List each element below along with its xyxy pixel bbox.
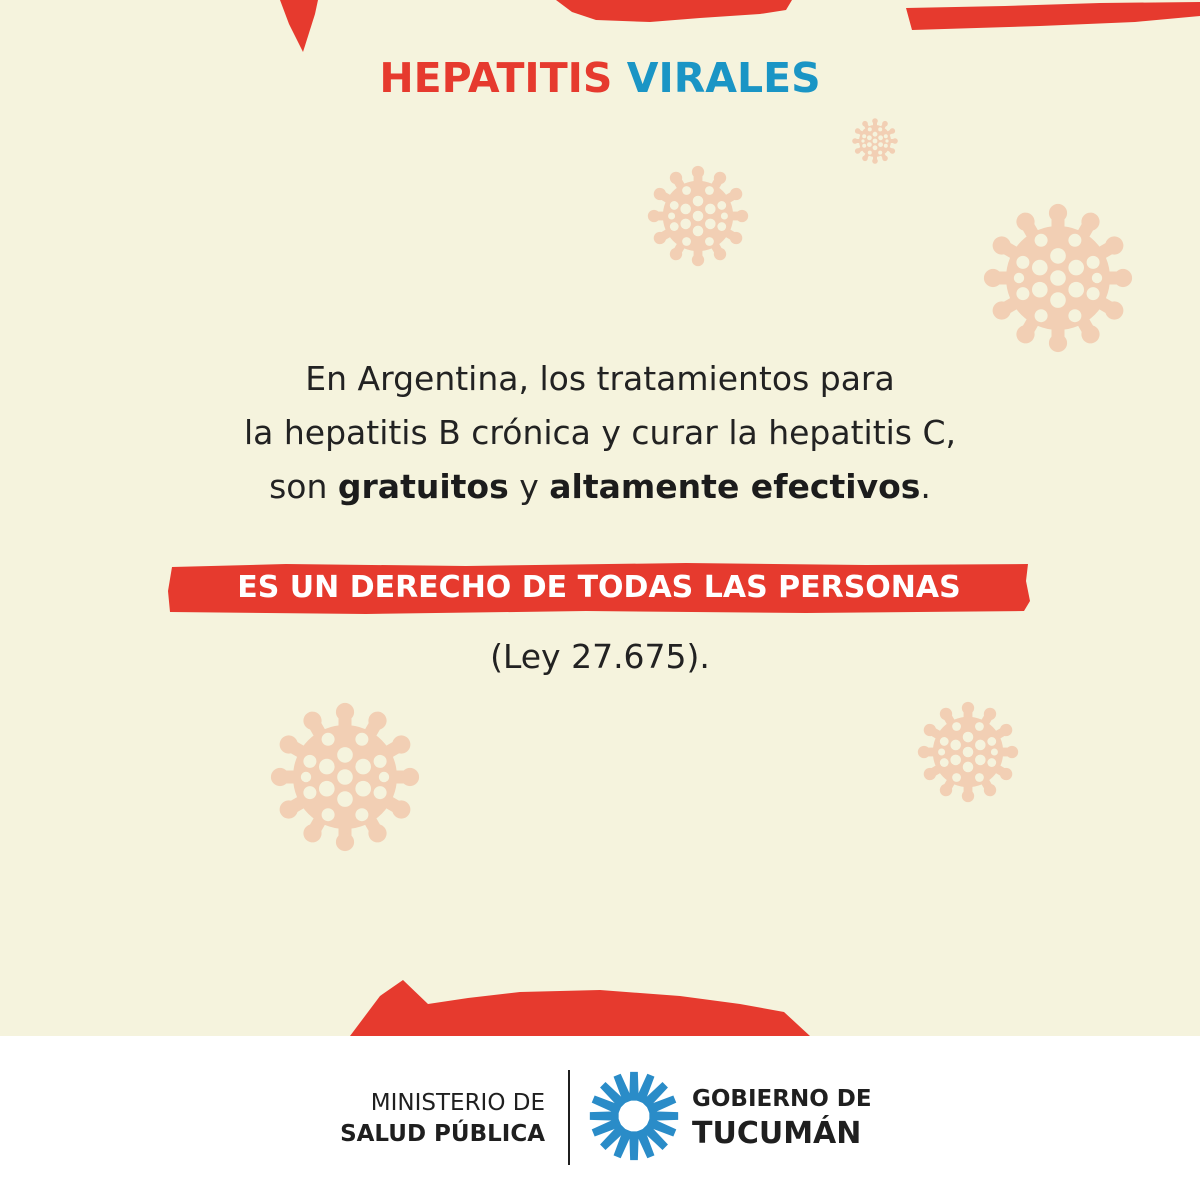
title-part-2: VIRALES <box>626 54 821 102</box>
rights-banner <box>166 561 1032 615</box>
law-reference: (Ley 27.675). <box>490 637 710 676</box>
virus-icon <box>648 166 748 266</box>
virus-icon <box>918 702 1018 802</box>
gobierno-tucuman-logo-icon <box>586 1068 682 1164</box>
message-bold-free: gratuitos <box>337 467 509 506</box>
virus-icon <box>984 204 1132 352</box>
message-text <box>0 352 1200 514</box>
footer <box>0 1036 1200 1199</box>
message-line-1: En Argentina, los tratamientos para <box>305 359 895 398</box>
footer-divider <box>568 1070 570 1165</box>
government-name <box>692 1084 872 1154</box>
page-title <box>0 52 1200 104</box>
ministry-line-1: MINISTERIO DE <box>370 1090 545 1116</box>
message-line-3-mid: y <box>519 467 539 506</box>
ministry-line-2: SALUD PÚBLICA <box>340 1121 545 1147</box>
government-line-1: GOBIERNO DE <box>692 1086 872 1112</box>
virus-icon <box>852 118 898 164</box>
message-line-3 <box>0 460 1200 514</box>
banner-text: ES UN DERECHO DE TODAS LAS PERSONAS <box>237 570 961 605</box>
message-bold-effective: altamente efectivos <box>549 467 921 506</box>
message-line-3-suffix: . <box>920 467 931 506</box>
message-line-3-prefix: son <box>269 467 328 506</box>
government-line-2: TUCUMÁN <box>692 1116 862 1151</box>
message-line-2: la hepatitis B crónica y curar la hepatitis C, <box>243 413 957 452</box>
ministry-name <box>340 1088 545 1150</box>
virus-icon <box>271 703 419 851</box>
title-part-1: HEPATITIS <box>379 54 613 102</box>
